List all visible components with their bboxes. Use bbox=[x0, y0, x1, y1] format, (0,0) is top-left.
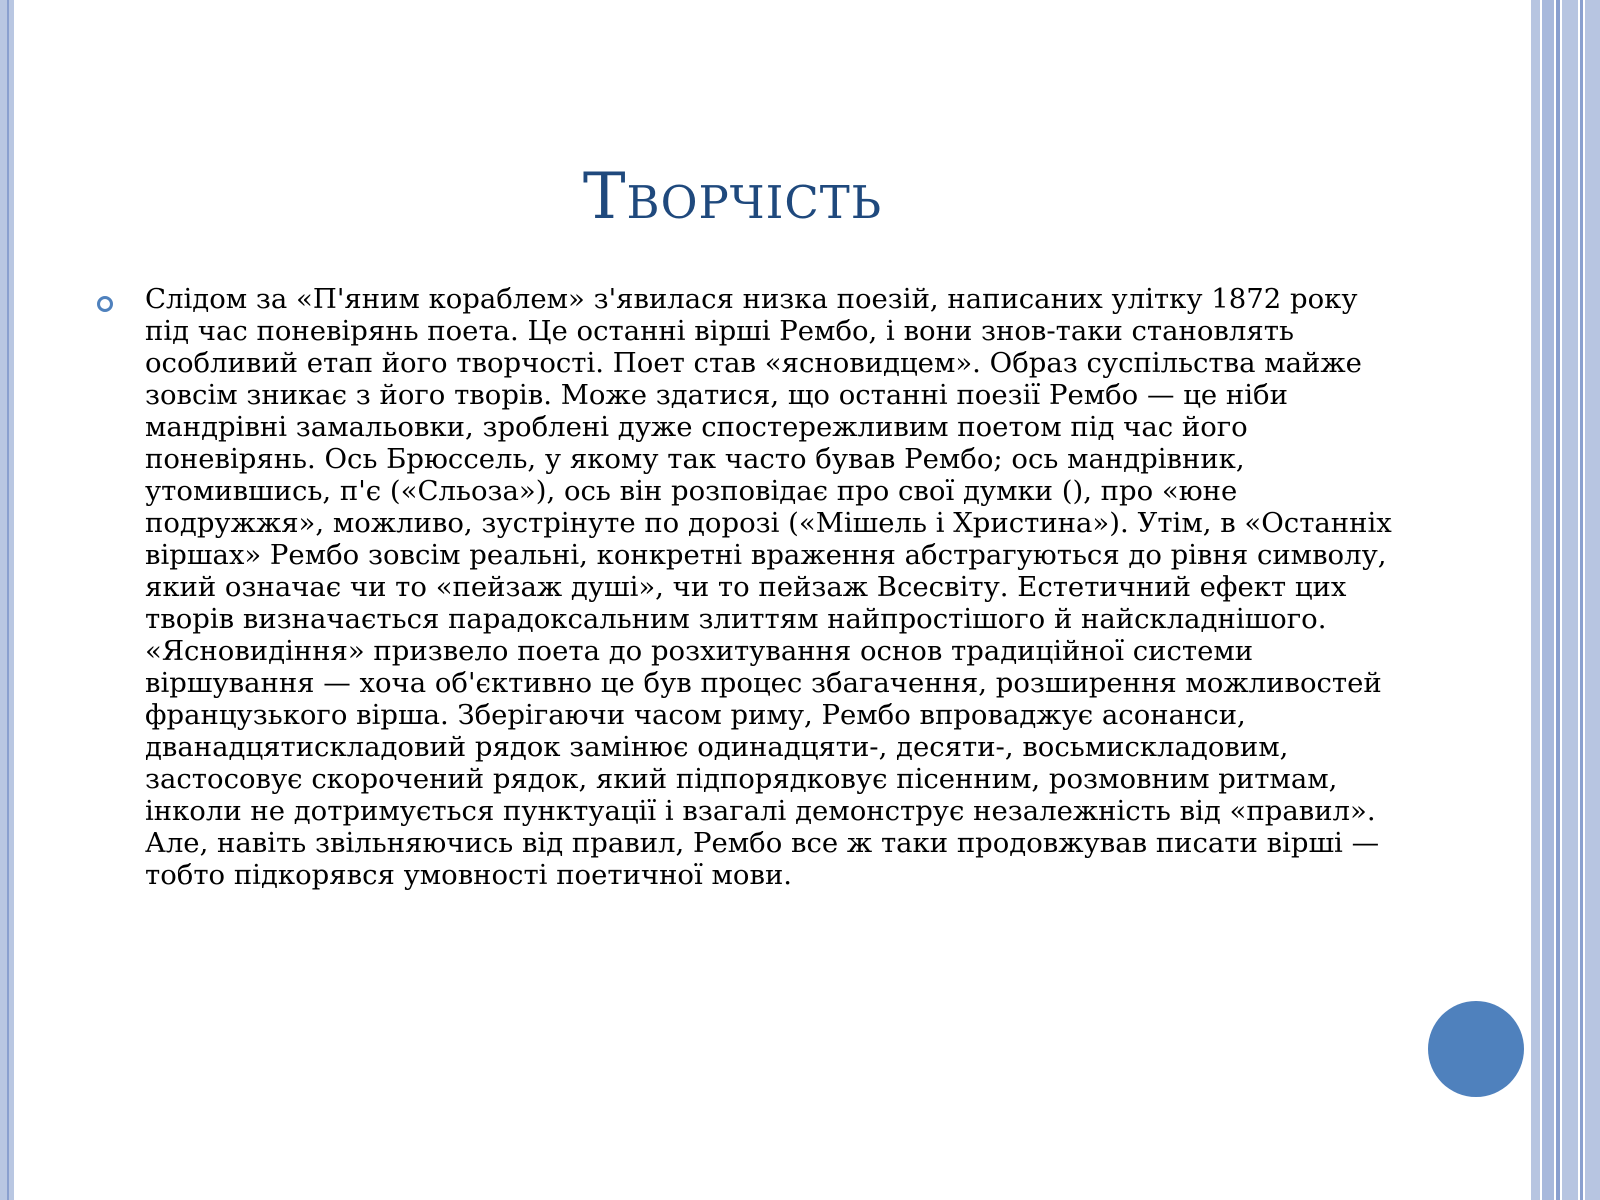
right-stripe bbox=[1556, 0, 1560, 1200]
slide-title: Творчість bbox=[582, 160, 883, 234]
right-stripe bbox=[1562, 0, 1578, 1200]
body-paragraph: Слідом за «П'яним кораблем» з'явилася низка поезій, написаних улітку 1872 року під час поневірянь поета. Це останні вірші Рембо, і вони знов-таки становлять особливий етап його творчості. Поет став «ясновидцем». Образ суспільства майже зовсім зникає з його творів. Може здатися, що останні поезії Рембо — це ніби мандрівні замальовки, зроблені дуже спостережливим поетом під час його поневірянь. Ось Брюссель, у якому так часто бував Рембо; ось мандрівник, утомившись, п'є («Сльоза»), ось він розповідає про свої думки (), про «юне подружжя», можливо, зустрінуте по дорозі («Мішель і Христина»). Утім, в «Останніх віршах» Рембо зовсім реальні, конкретні враження абстрагуються до рівня символу, який означає чи то «пейзаж душі», чи то пейзаж Всесвіту. Естетичний ефект цих творів визначається парадоксальним злиттям найпростішого й найскладнішого. «Ясновидіння» призвело поета до розхитування основ традиційної системи віршування — хоча об'єктивно це був процес збагачення, розширення можливостей французького вірша. Зберігаючи часом риму, Рембо впроваджує асонанси, дванадцятискладовий рядок замінює одинадцяти-, десяти-, восьмискладовим, застосовує скорочений рядок, який підпорядковує пісенним, розмовним ритмам, інколи не дотримується пунктуації і взагалі демонструє незалежність від «правил». Але, навіть звільняючись від правил, Рембо все ж таки продовжував писати вірші — тобто підкорявся умовності поетичної мови. bbox=[145, 283, 1392, 891]
right-stripe bbox=[1585, 0, 1600, 1200]
slide-content bbox=[97, 283, 1397, 891]
right-stripe bbox=[1531, 0, 1540, 1200]
right-stripe bbox=[1542, 0, 1554, 1200]
bullet-icon bbox=[97, 296, 113, 312]
right-stripe bbox=[1580, 0, 1583, 1200]
decorative-circle bbox=[1428, 1001, 1524, 1097]
